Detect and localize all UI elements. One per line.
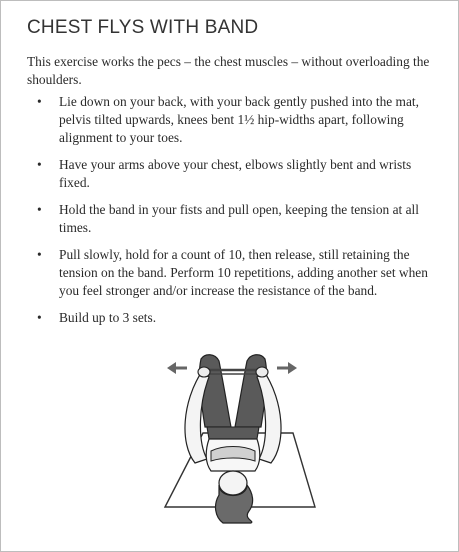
- step-text: Have your arms above your chest, elbows slightly bent and wrists fixed.: [59, 157, 412, 190]
- list-item: [27, 309, 431, 327]
- list-item: [27, 93, 431, 147]
- exercise-illustration: [143, 347, 323, 527]
- right-arrow-icon: [277, 362, 297, 374]
- bullet-icon: •: [37, 310, 42, 325]
- left-fist: [198, 367, 210, 377]
- page-title: CHEST FLYS WITH BAND: [27, 17, 259, 38]
- bullet-icon: •: [37, 94, 42, 109]
- head: [219, 471, 247, 495]
- bullet-icon: •: [37, 202, 42, 217]
- hips: [207, 427, 259, 439]
- list-item: [27, 246, 431, 300]
- step-text: Lie down on your back, with your back gently pushed into the mat, pelvis tilted upwards, knees bent 1½ hip-widths apart, following alignment to your toes.: [59, 94, 419, 145]
- right-fist: [256, 367, 268, 377]
- left-arrow-icon: [167, 362, 187, 374]
- step-text: Hold the band in your fists and pull open, keeping the tension at all times.: [59, 202, 419, 235]
- bullet-icon: •: [37, 247, 42, 262]
- list-item: [27, 201, 431, 237]
- step-text: Pull slowly, hold for a count of 10, then release, still retaining the tension on the band. Perform 10 repetitions, adding another set when you feel stronger and/or increase the resistance of the band.: [59, 247, 428, 298]
- step-text: Build up to 3 sets.: [59, 310, 157, 325]
- list-item: [27, 156, 431, 192]
- intro-paragraph: This exercise works the pecs – the chest muscles – without overloading the shoulders.: [27, 54, 430, 87]
- bullet-icon: •: [37, 157, 42, 172]
- instruction-list: [27, 93, 431, 336]
